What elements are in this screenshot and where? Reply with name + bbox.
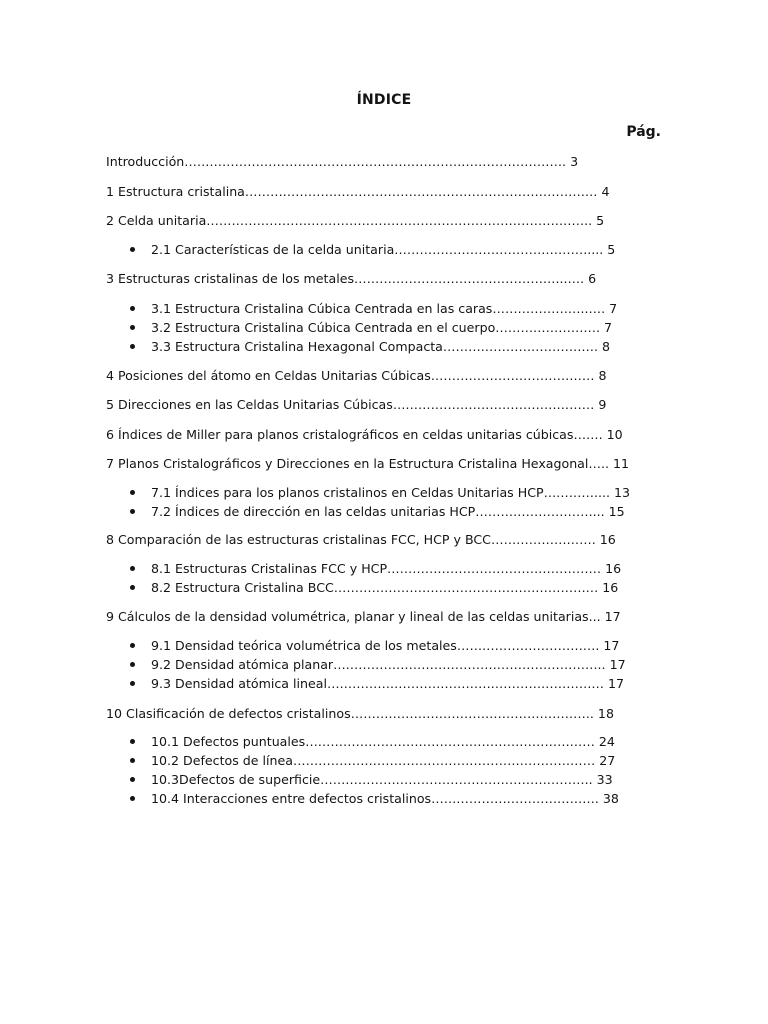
toc-subentry: 8.1 Estructuras Cristalinas FCC y HCP…………………………………………… 16 [151, 561, 622, 576]
toc-entry: 5 Direcciones en las Celdas Unitarias Cúbicas………………………………………… 9 [106, 397, 607, 412]
toc-subentry: 7.2 Índices de dirección en las celdas unitarias HCP……………………….... 15 [151, 504, 625, 519]
bullet-icon [130, 643, 135, 648]
bullet-icon [130, 306, 135, 311]
toc-subentry: 9.3 Densidad atómica lineal………………………………………………………… 17 [151, 676, 625, 691]
toc-subentry: 3.1 Estructura Cristalina Cúbica Centrada en las caras…………………..…. 7 [151, 301, 618, 316]
toc-subentry: 3.2 Estructura Cristalina Cúbica Centrada en el cuerpo……………………. 7 [151, 320, 613, 335]
page-column-header: Pág. [626, 124, 661, 140]
toc-subentry: 2.1 Características de la celda unitaria………………………………………..... 5 [151, 242, 616, 257]
bullet-icon [130, 566, 135, 571]
toc-subentry: 9.2 Densidad atómica planar……………………………………………………….. 17 [151, 657, 626, 672]
bullet-icon [130, 509, 135, 514]
toc-entry: 1 Estructura cristalina………………………………………………………………………… 4 [106, 184, 610, 199]
page-title: ÍNDICE [356, 92, 412, 108]
bullet-icon [130, 796, 135, 801]
toc-entry: 6 Índices de Miller para planos cristalográficos en celdas unitarias cúbicas……. 10 [106, 427, 623, 442]
bullet-icon [130, 662, 135, 667]
toc-entry: 2 Celda unitaria……………………………………………………………………………….. 5 [106, 213, 605, 228]
bullet-icon [130, 344, 135, 349]
toc-subentry: 10.1 Defectos puntuales…………………………………………………………… 24 [151, 734, 615, 749]
toc-subentry: 3.3 Estructura Cristalina Hexagonal Compacta………………………………. 8 [151, 339, 611, 354]
toc-entry: 3 Estructuras cristalinas de los metales…………………………………………...…. 6 [106, 271, 597, 286]
bullet-icon [130, 585, 135, 590]
toc-subentry: 8.2 Estructura Cristalina BCC……………………………………………………… 16 [151, 580, 619, 595]
toc-entry: 9 Cálculos de la densidad volumétrica, planar y lineal de las celdas unitarias... 17 [106, 609, 621, 624]
toc-subentry: 10.2 Defectos de línea……………………………………………………………… 27 [151, 753, 616, 768]
toc-entry: 8 Comparación de las estructuras cristalinas FCC, HCP y BCC……………………. 16 [106, 532, 616, 547]
bullet-icon [130, 758, 135, 763]
bullet-icon [130, 325, 135, 330]
toc-entry-intro: Introducción………………………………………………………………………………. 3 [106, 154, 579, 169]
toc-entry: 4 Posiciones del átomo en Celdas Unitarias Cúbicas………………………………… 8 [106, 368, 607, 383]
toc-subentry: 7.1 Índices para los planos cristalinos en Celdas Unitarias HCP………….... 13 [151, 485, 630, 500]
toc-subentry: 10.3Defectos de superficie……………………………………………………….. 33 [151, 772, 613, 787]
toc-entry: 7 Planos Cristalográficos y Direcciones en la Estructura Cristalina Hexagonal….. 11 [106, 456, 630, 471]
bullet-icon [130, 739, 135, 744]
toc-subentry: 10.4 Interacciones entre defectos cristalinos…………………………………. 38 [151, 791, 619, 806]
bullet-icon [130, 247, 135, 252]
bullet-icon [130, 490, 135, 495]
bullet-icon [130, 681, 135, 686]
bullet-icon [130, 777, 135, 782]
toc-subentry: 9.1 Densidad teórica volumétrica de los metales……………………………. 17 [151, 638, 620, 653]
toc-entry: 10 Clasificación de defectos cristalinos…………………………………………………. 18 [106, 706, 614, 721]
